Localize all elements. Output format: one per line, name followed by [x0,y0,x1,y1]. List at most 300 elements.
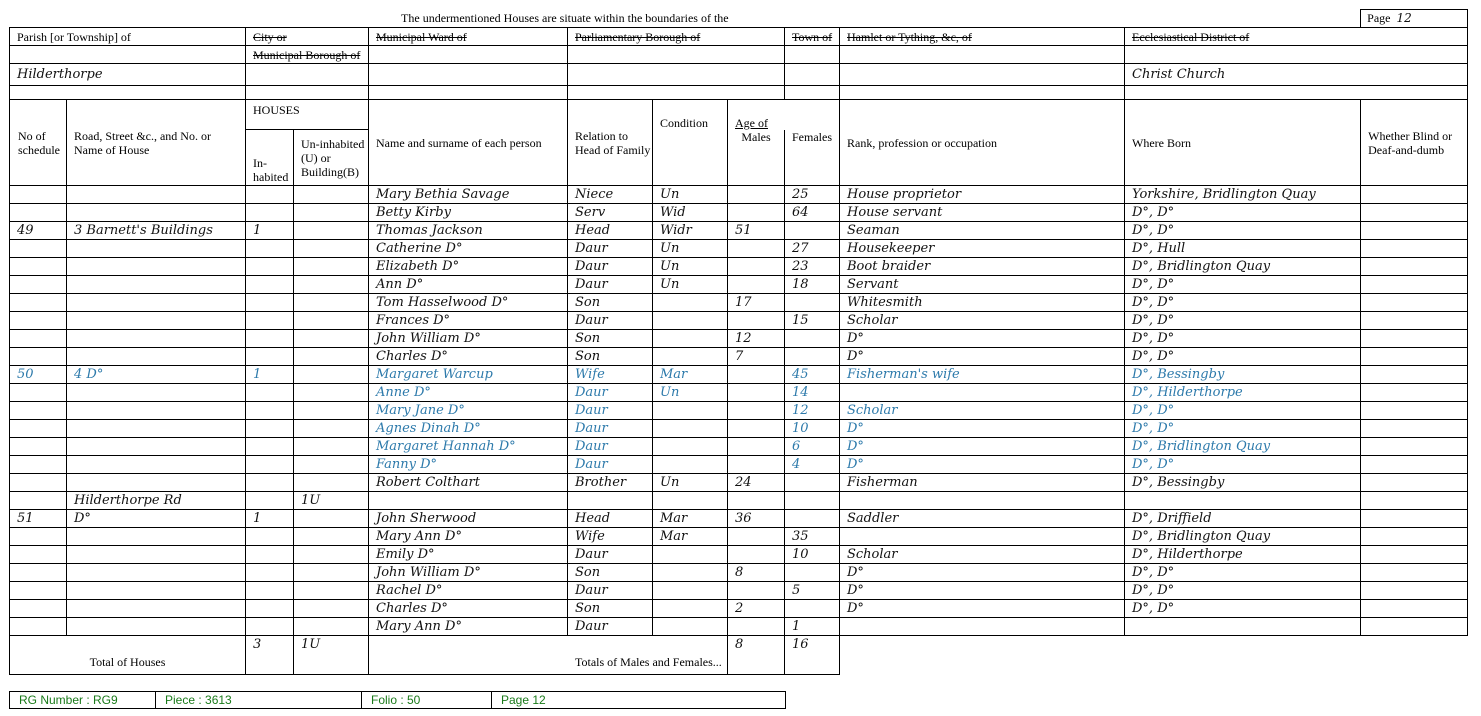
schedule-cell [10,348,67,366]
male-age-cell: 12 [728,330,785,348]
road-cell [67,582,246,600]
occupation-cell: Scholar [840,546,1125,564]
male-age-cell [728,204,785,222]
col-relation: Relation to Head of Family [568,100,653,186]
condition-cell [653,582,728,600]
relation-cell: Daur [568,258,653,276]
name-cell: Mary Jane D° [369,402,568,420]
uninhabited-cell [294,330,369,348]
birthplace-cell: D°, Hilderthorpe [1125,384,1361,402]
female-age-cell [785,564,840,582]
occupation-cell: D° [840,564,1125,582]
schedule-cell [10,384,67,402]
birthplace-cell: D°, D° [1125,456,1361,474]
male-age-cell: 2 [728,600,785,618]
col-blind: Whether Blind or Deaf-and-dumb [1361,100,1468,186]
condition-cell [653,420,728,438]
male-age-cell [728,546,785,564]
birthplace-cell: D°, Hilderthorpe [1125,546,1361,564]
female-age-cell: 15 [785,312,840,330]
page-label: Page [1367,11,1391,25]
blind-cell [1361,564,1468,582]
inhabited-cell [246,474,294,492]
road-cell [67,438,246,456]
hamlet-label: Hamlet or Tything, &c, of [840,28,1125,46]
uninhabited-cell [294,240,369,258]
inhabited-cell [246,438,294,456]
rg-number: RG Number : RG9 [10,692,156,709]
female-age-cell: 6 [785,438,840,456]
name-cell: Mary Ann D° [369,528,568,546]
blind-cell [1361,456,1468,474]
relation-cell: Son [568,600,653,618]
inhabited-cell [246,384,294,402]
town-label: Town of [785,28,840,46]
blind-cell [1361,186,1468,204]
road-cell: 3 Barnett's Buildings [67,222,246,240]
name-cell: Tom Hasselwood D° [369,294,568,312]
blind-cell [1361,510,1468,528]
spacer-cell [1125,86,1468,100]
female-age-cell: 35 [785,528,840,546]
road-cell [67,276,246,294]
male-age-cell [728,276,785,294]
condition-cell [653,402,728,420]
occupation-cell: Fisherman [840,474,1125,492]
schedule-cell [10,420,67,438]
census-row [10,186,1468,204]
census-row [10,276,1468,294]
name-cell: Robert Colthart [369,474,568,492]
birthplace-cell: D°, D° [1125,312,1361,330]
female-age-cell [785,330,840,348]
occupation-cell: D° [840,348,1125,366]
condition-cell [653,546,728,564]
census-row [10,384,1468,402]
female-age-cell [785,348,840,366]
condition-cell: Un [653,276,728,294]
occupation-cell: Scholar [840,402,1125,420]
parish-label: Parish [or Township] of [10,28,246,46]
condition-cell [653,492,728,510]
inhabited-cell [246,618,294,636]
relation-cell: Wife [568,528,653,546]
schedule-cell [10,240,67,258]
condition-cell [653,618,728,636]
female-age-cell: 4 [785,456,840,474]
name-cell: Catherine D° [369,240,568,258]
uninhabited-cell [294,618,369,636]
spacer-cell [840,86,1125,100]
female-age-cell: 1 [785,618,840,636]
uninhabited-cell [294,204,369,222]
blind-cell [1361,600,1468,618]
name-cell: Margaret Hannah D° [369,438,568,456]
col-age-of [728,100,840,130]
road-cell: Hilderthorpe Rd [67,492,246,510]
occupation-cell [840,528,1125,546]
female-age-cell: 10 [785,546,840,564]
hamlet-blank [840,46,1125,64]
birthplace-cell: D°, Hull [1125,240,1361,258]
folio-number: Folio : 50 [362,692,492,709]
boundary-banner-text: The undermentioned Houses are situate within the boundaries of the [401,11,729,26]
road-cell [67,546,246,564]
male-age-cell [728,492,785,510]
schedule-cell: 51 [10,510,67,528]
age-of-label: Age of [735,115,768,130]
road-cell [67,258,246,276]
ward-label: Municipal Ward of [369,28,568,46]
male-age-cell [728,258,785,276]
blind-cell [1361,474,1468,492]
name-cell: Ann D° [369,276,568,294]
inhabited-cell [246,582,294,600]
birthplace-cell: D°, D° [1125,348,1361,366]
condition-cell: Wid [653,204,728,222]
birthplace-cell: D°, D° [1125,294,1361,312]
ward-value [369,64,568,86]
census-row [10,240,1468,258]
census-row [10,420,1468,438]
condition-cell [653,294,728,312]
census-row [10,348,1468,366]
blind-cell [1361,348,1468,366]
road-cell [67,474,246,492]
condition-cell: Un [653,258,728,276]
birthplace-cell: D°, D° [1125,204,1361,222]
name-cell: Charles D° [369,600,568,618]
occupation-cell: D° [840,456,1125,474]
town-value [785,64,840,86]
schedule-cell [10,402,67,420]
male-age-cell: 36 [728,510,785,528]
census-row [10,204,1468,222]
col-schedule: No of schedule [10,100,67,186]
condition-cell: Mar [653,528,728,546]
road-cell: D° [67,510,246,528]
birthplace-cell: D°, D° [1125,330,1361,348]
occupation-cell: Saddler [840,510,1125,528]
uninhabited-cell [294,546,369,564]
male-age-cell [728,402,785,420]
condition-cell [653,600,728,618]
female-age-cell: 10 [785,420,840,438]
male-age-cell [728,582,785,600]
birthplace-cell [1125,618,1361,636]
page-number: 12 [1396,11,1412,25]
male-age-cell [728,618,785,636]
name-cell: Charles D° [369,348,568,366]
male-age-cell [728,384,785,402]
parl-blank [568,46,785,64]
relation-cell: Head [568,510,653,528]
boundary-banner [10,10,1361,28]
uninhabited-cell [294,510,369,528]
relation-cell: Daur [568,438,653,456]
relation-cell: Daur [568,582,653,600]
inhabited-cell [246,420,294,438]
col-occupation: Rank, profession or occupation [840,100,1125,186]
male-age-cell [728,366,785,384]
uninhabited-cell [294,222,369,240]
female-age-cell [785,294,840,312]
parish-value: Hilderthorpe [10,64,246,86]
inhabited-cell [246,276,294,294]
col-born: Where Born [1125,100,1361,186]
relation-cell: Serv [568,204,653,222]
census-row [10,258,1468,276]
name-cell: John Sherwood [369,510,568,528]
birthplace-cell: D°, Bridlington Quay [1125,258,1361,276]
relation-cell: Daur [568,618,653,636]
sheet-header [10,10,1468,186]
schedule-cell [10,204,67,222]
uninhabited-cell [294,294,369,312]
uninhabited-cell [294,456,369,474]
name-cell: Mary Ann D° [369,618,568,636]
occupation-cell: Servant [840,276,1125,294]
uninhabited-cell [294,600,369,618]
condition-cell [653,456,728,474]
schedule-cell [10,618,67,636]
schedule-cell [10,294,67,312]
relation-cell: Daur [568,312,653,330]
female-age-cell: 18 [785,276,840,294]
blind-cell [1361,438,1468,456]
female-age-cell [785,600,840,618]
female-age-cell [785,492,840,510]
road-cell [67,600,246,618]
census-rows [10,186,1468,636]
census-row [10,528,1468,546]
inhabited-cell [246,312,294,330]
road-cell [67,312,246,330]
ecclesiastical-value: Christ Church [1125,64,1468,86]
condition-cell: Widr [653,222,728,240]
blind-cell [1361,330,1468,348]
inhabited-cell [246,348,294,366]
birthplace-cell: D°, Bridlington Quay [1125,438,1361,456]
road-cell [67,402,246,420]
occupation-cell: Seaman [840,222,1125,240]
uninhabited-cell [294,420,369,438]
piece-number: Piece : 3613 [156,692,362,709]
uninhabited-cell [294,258,369,276]
inhabited-cell [246,186,294,204]
schedule-cell [10,456,67,474]
blind-cell [1361,204,1468,222]
city-value [246,64,369,86]
census-sheet [9,9,1468,675]
town-blank [785,46,840,64]
birthplace-cell: D°, Bessingby [1125,474,1361,492]
schedule-cell [10,528,67,546]
inhabited-cell [246,600,294,618]
inhabited-cell [246,564,294,582]
condition-cell: Un [653,384,728,402]
inhabited-cell [246,240,294,258]
female-age-cell: 12 [785,402,840,420]
road-cell [67,564,246,582]
birthplace-cell: D°, Driffield [1125,510,1361,528]
name-cell: John William D° [369,564,568,582]
male-age-cell: 24 [728,474,785,492]
census-row [10,402,1468,420]
schedule-cell [10,276,67,294]
inhabited-cell [246,330,294,348]
birthplace-cell: D°, Bridlington Quay [1125,528,1361,546]
blind-cell [1361,294,1468,312]
col-uninhabited: Un-inhabited (U) or Building(B) [294,130,369,186]
blind-cell [1361,402,1468,420]
relation-cell: Son [568,564,653,582]
col-inhabited: In-habited [246,130,294,186]
inhabited-cell [246,402,294,420]
census-row [10,222,1468,240]
road-cell [67,420,246,438]
condition-cell [653,348,728,366]
birthplace-cell: D°, D° [1125,276,1361,294]
total-males: 8 [728,636,785,675]
schedule-cell [10,582,67,600]
census-row [10,438,1468,456]
relation-cell: Daur [568,384,653,402]
name-cell: Anne D° [369,384,568,402]
male-age-cell [728,420,785,438]
road-cell [67,618,246,636]
occupation-cell [840,492,1125,510]
occupation-cell: D° [840,330,1125,348]
relation-cell: Niece [568,186,653,204]
uninhabited-cell [294,474,369,492]
female-age-cell: 23 [785,258,840,276]
uninhabited-cell [294,582,369,600]
relation-cell: Son [568,348,653,366]
name-cell: Margaret Warcup [369,366,568,384]
condition-cell [653,438,728,456]
spacer-cell [369,86,568,100]
occupation-cell [840,618,1125,636]
road-cell [67,348,246,366]
inhabited-cell: 1 [246,366,294,384]
schedule-cell [10,474,67,492]
condition-cell [653,564,728,582]
female-age-cell [785,474,840,492]
relation-cell [568,492,653,510]
schedule-cell [10,564,67,582]
name-cell: Elizabeth D° [369,258,568,276]
schedule-cell: 50 [10,366,67,384]
relation-cell: Daur [568,456,653,474]
birthplace-cell: D°, D° [1125,564,1361,582]
road-cell [67,528,246,546]
census-row [10,294,1468,312]
birthplace-cell: D°, D° [1125,222,1361,240]
male-age-cell: 8 [728,564,785,582]
schedule-cell [10,546,67,564]
uninhabited-cell [294,186,369,204]
name-cell: Frances D° [369,312,568,330]
schedule-cell [10,312,67,330]
blind-cell [1361,528,1468,546]
parish-blank [10,46,246,64]
inhabited-cell [246,456,294,474]
record-footer [9,691,786,709]
uninhabited-cell [294,312,369,330]
road-cell [67,294,246,312]
female-age-cell: 14 [785,384,840,402]
name-cell: John William D° [369,330,568,348]
totals-blank [840,636,1468,675]
total-uninhabited: 1U [294,636,369,675]
parliamentary-label: Parliamentary Borough of [568,28,785,46]
relation-cell: Son [568,330,653,348]
condition-cell: Un [653,186,728,204]
occupation-cell: House servant [840,204,1125,222]
occupation-cell: Housekeeper [840,240,1125,258]
road-cell [67,186,246,204]
male-age-cell [728,240,785,258]
name-cell: Emily D° [369,546,568,564]
name-cell: Rachel D° [369,582,568,600]
census-row [10,564,1468,582]
page-cell [1361,10,1468,28]
spacer-cell [785,86,840,100]
total-females: 16 [785,636,840,675]
inhabited-cell: 1 [246,510,294,528]
condition-cell: Un [653,474,728,492]
col-condition: Condition [653,100,728,186]
uninhabited-cell [294,348,369,366]
ward-blank [369,46,568,64]
footer-page: Page 12 [492,692,786,709]
spacer-cell [246,86,369,100]
uninhabited-cell [294,564,369,582]
inhabited-cell [246,258,294,276]
blind-cell [1361,582,1468,600]
occupation-cell: D° [840,600,1125,618]
birthplace-cell [1125,492,1361,510]
relation-cell: Wife [568,366,653,384]
col-name: Name and surname of each person [369,100,568,186]
ecclesiastical-label: Ecclesiastical District of [1125,28,1468,46]
spacer-cell [568,86,785,100]
occupation-cell: D° [840,420,1125,438]
relation-cell: Son [568,294,653,312]
male-age-cell [728,312,785,330]
male-age-cell [728,456,785,474]
condition-cell: Un [653,240,728,258]
blind-cell [1361,618,1468,636]
uninhabited-cell [294,402,369,420]
census-row [10,510,1468,528]
col-road: Road, Street &c., and No. or Name of House [67,100,246,186]
inhabited-cell [246,546,294,564]
census-row [10,330,1468,348]
relation-cell: Brother [568,474,653,492]
total-inhabited: 3 [246,636,294,675]
blind-cell [1361,492,1468,510]
relation-cell: Daur [568,546,653,564]
col-females: Females [785,130,840,186]
occupation-cell: D° [840,582,1125,600]
name-cell: Thomas Jackson [369,222,568,240]
uninhabited-cell [294,366,369,384]
census-row [10,312,1468,330]
schedule-cell [10,492,67,510]
female-age-cell: 27 [785,240,840,258]
